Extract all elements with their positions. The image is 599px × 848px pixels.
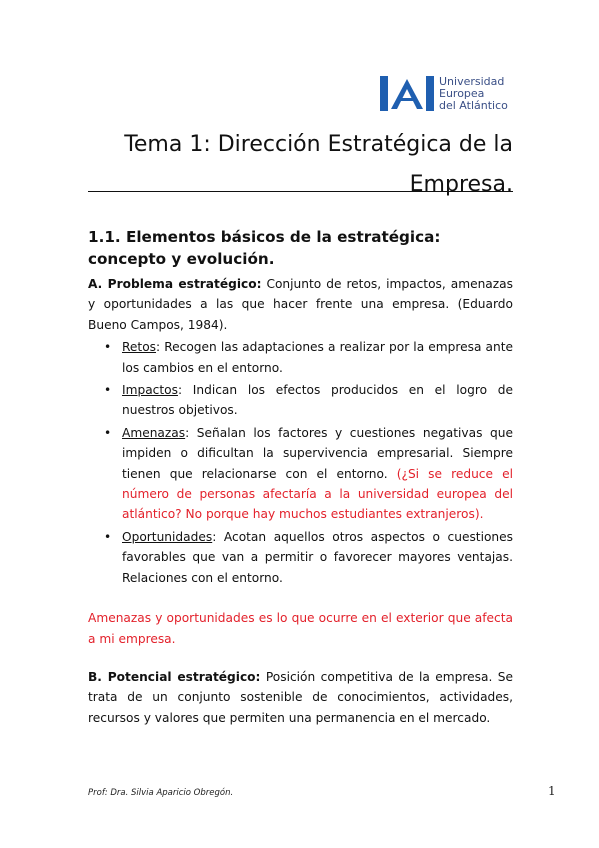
paragraph-a-label: A. Problema estratégico: — [88, 277, 262, 291]
logo-line-1: Universidad — [439, 75, 505, 88]
bullet-red-note: (¿Si se reduce el número de personas afectaría a la universidad europea del atlántico? No porque hay muchos estudiantes extranjeros). — [122, 466, 513, 522]
list-item-impactos — [88, 380, 513, 421]
bullet-text: : Recogen las adaptaciones a realizar por la empresa ante los cambios en el entorno. — [122, 340, 513, 375]
page-number: 1 — [548, 784, 556, 798]
paragraph-b-text: Posición competitiva de la empresa. Se trata de un conjunto sostenible de conocimientos, actividades, recursos y valores que permiten una permanencia en el mercado. — [88, 669, 513, 725]
bullet-term: Oportunidades — [122, 529, 213, 544]
paragraph-b-label: B. Potencial estratégico: — [88, 669, 261, 684]
list-item-amenazas — [88, 423, 513, 525]
logo-line-3: del Atlántico — [439, 99, 508, 112]
document-body — [88, 226, 513, 728]
title-divider — [88, 191, 513, 192]
page-title — [88, 125, 513, 205]
section-heading: 1.1. Elementos básicos de la estratégica: concepto y evolución. — [88, 228, 441, 268]
red-note: Amenazas y oportunidades es lo que ocurre en el exterior que afecta a mi empresa. — [88, 611, 513, 646]
paragraph-a-text: Conjunto de retos, impactos, amenazas y oportunidades a las que hacer frente una empresa. (Eduardo Bueno Campos, 1984). — [88, 277, 513, 332]
logo-line-2: Europea — [439, 87, 485, 100]
university-logo — [380, 76, 520, 112]
list-item-retos — [88, 337, 513, 378]
bullet-text: : Señalan los factores y cuestiones negativas que impiden o dificultan la supervivencia empresarial. Siempre tienen que relacionarse con el entorno. — [122, 425, 513, 481]
bullet-term: Impactos — [122, 383, 178, 398]
bullet-icon: • — [104, 340, 112, 355]
paragraph-a — [88, 274, 513, 335]
bullet-icon: • — [104, 425, 112, 440]
logo-text — [439, 76, 508, 112]
paragraph-b — [88, 667, 513, 728]
bullet-term: Amenazas — [122, 425, 186, 440]
title-line-1: Tema 1: Dirección Estratégica de la — [124, 132, 513, 157]
bullet-text: : Indican los efectos producidos en el logro de nuestros objetivos. — [122, 383, 513, 418]
bullet-list — [88, 337, 513, 588]
footer-author: Prof: Dra. Silvia Aparicio Obregón. — [88, 788, 234, 798]
title-line-2: Empresa. — [409, 172, 513, 197]
spacer — [88, 590, 513, 608]
spacer — [88, 649, 513, 667]
list-item-oportunidades — [88, 527, 513, 588]
bullet-icon: • — [104, 383, 112, 398]
logo-mark-icon — [380, 76, 434, 111]
bullet-icon: • — [104, 529, 112, 544]
bullet-text: : Acotan aquellos otros aspectos o cuestiones favorables que van a permitir o favorecer mayores ventajas. Relaciones con el entorno. — [122, 529, 513, 585]
bullet-term: Retos — [122, 340, 157, 355]
